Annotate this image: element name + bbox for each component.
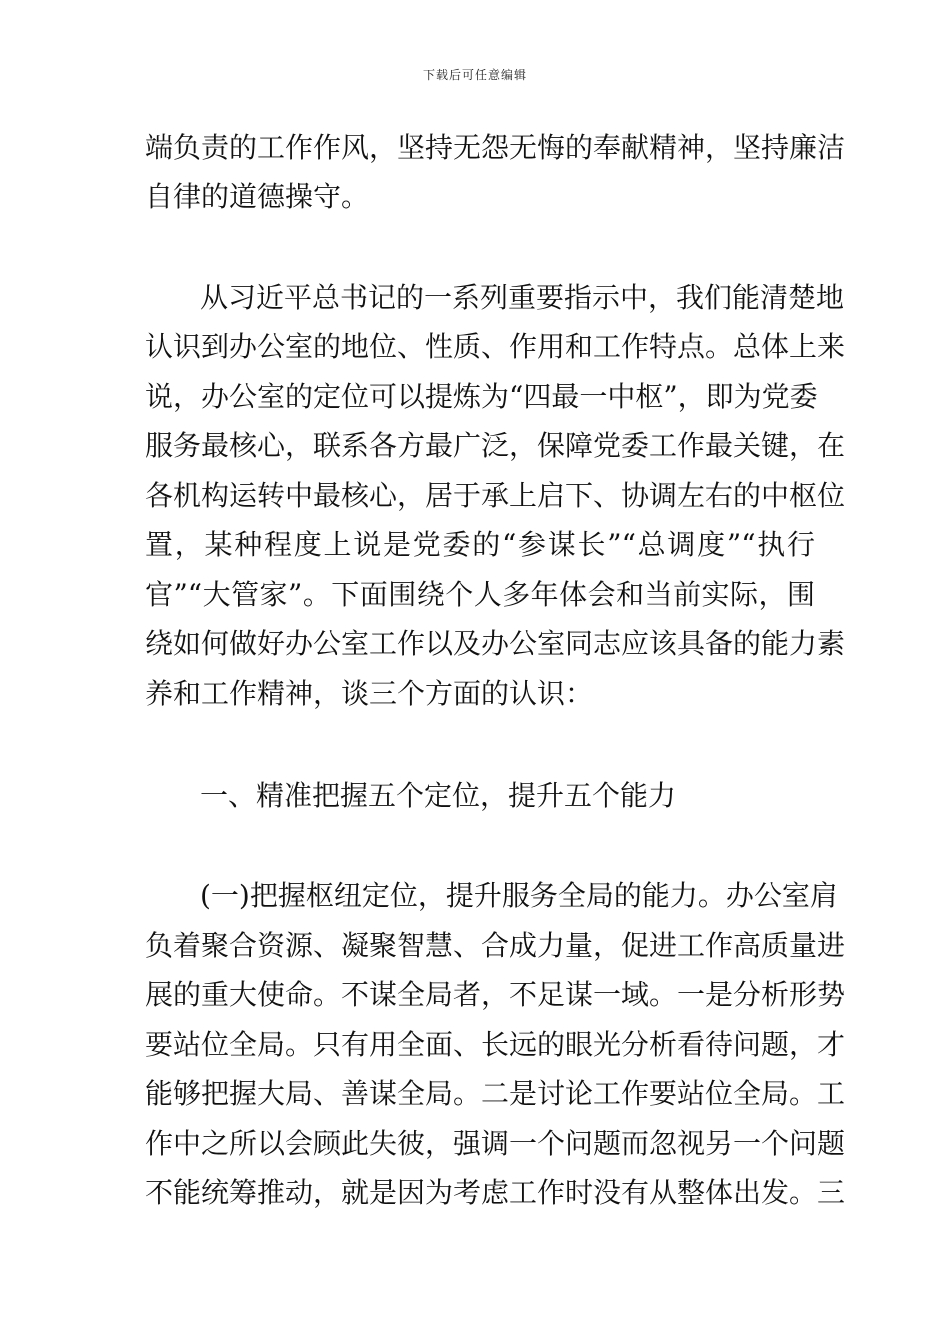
paragraph-3-line-7: 不能统筹推动，就是因为考虑工作时没有从整体出发。三 xyxy=(145,1176,846,1209)
paragraph-2-line-7: 官”“大管家”。下面围绕个人多年体会和当前实际，围 xyxy=(145,578,815,611)
paragraph-3-line-1: (一)把握枢纽定位，提升服务全局的能力。办公室肩 xyxy=(200,879,838,912)
section-heading: 一、精准把握五个定位，提升五个能力 xyxy=(200,779,677,812)
paragraph-2-line-1: 从习近平总书记的一系列重要指示中，我们能清楚地 xyxy=(200,281,845,314)
paragraph-2-line-2: 认识到办公室的地位、性质、作用和工作特点。总体上来 xyxy=(145,330,846,363)
paragraph-3-line-5: 能够把握大局、善谋全局。二是讨论工作要站位全局。工 xyxy=(145,1077,846,1110)
paragraph-1-line-2: 自律的道德操守。 xyxy=(145,180,370,213)
paragraph-3-line-2: 负着聚合资源、凝聚智慧、合成力量，促进工作高质量进 xyxy=(145,929,846,962)
paragraph-3-line-4: 要站位全局。只有用全面、长远的眼光分析看待问题，才 xyxy=(145,1028,846,1061)
header-note: 下载后可任意编辑 xyxy=(422,68,527,82)
paragraph-2-line-6: 置，某种程度上说是党委的“参谋长”“总调度”“执行 xyxy=(145,528,815,561)
paragraph-2-line-4: 服务最核心，联系各方最广泛，保障党委工作最关键，在 xyxy=(145,429,846,462)
paragraph-2-line-5: 各机构运转中最核心，居于承上启下、协调左右的中枢位 xyxy=(145,479,846,512)
paragraph-2-line-8: 绕如何做好办公室工作以及办公室同志应该具备的能力素 xyxy=(145,627,846,660)
paragraph-2-line-9: 养和工作精神，谈三个方面的认识： xyxy=(145,677,594,710)
paragraph-1-line-1: 端负责的工作作风，坚持无怨无悔的奉献精神，坚持廉洁 xyxy=(145,131,846,164)
paragraph-3-line-6: 作中之所以会顾此失彼，强调一个问题而忽视另一个问题 xyxy=(145,1127,846,1160)
paragraph-2-line-3: 说，办公室的定位可以提炼为“四最一中枢”，即为党委 xyxy=(145,380,818,413)
paragraph-3-line-3: 展的重大使命。不谋全局者，不足谋一域。一是分析形势 xyxy=(145,978,846,1011)
